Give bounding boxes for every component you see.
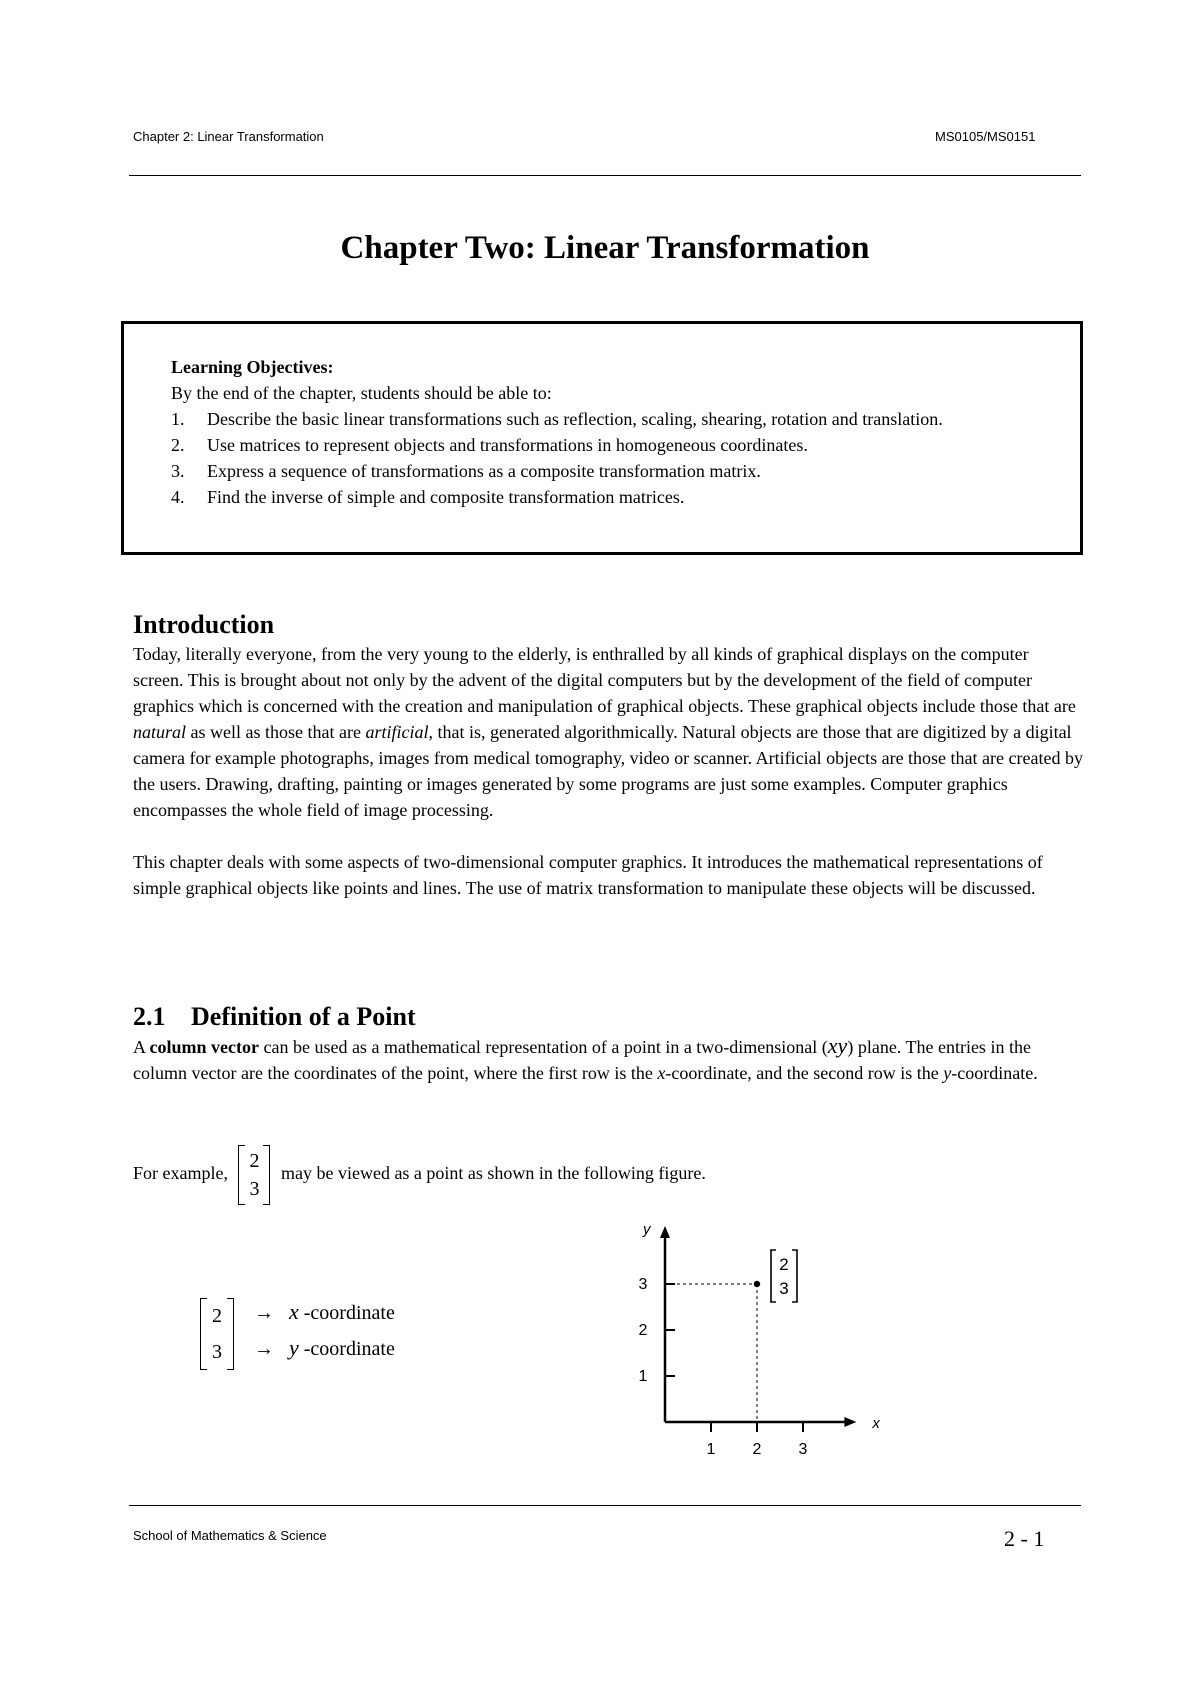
list-item-text: Use matrices to represent objects and transformations in homogeneous coordinates. <box>207 435 808 455</box>
point-plot <box>620 1221 880 1462</box>
vector-entry: 3 <box>249 1178 260 1200</box>
list-item-number: 1. <box>171 409 185 429</box>
list-item <box>171 432 1051 458</box>
objectives-intro: By the end of the chapter, students should be able to: <box>171 383 552 403</box>
example-line <box>133 1145 706 1205</box>
vector-bracket-left <box>771 1250 776 1302</box>
page-number: 2 - 1 <box>1004 1526 1045 1551</box>
x-tick-label: 2 <box>752 1441 762 1458</box>
objectives-heading: Learning Objectives: <box>171 357 334 377</box>
header-course-code: MS0105/MS0151 <box>935 129 1036 144</box>
learning-objectives-box <box>121 321 1083 555</box>
list-item <box>171 484 1051 510</box>
introduction-heading: Introduction <box>133 610 275 639</box>
column-vector <box>200 1298 234 1370</box>
footer-school: School of Mathematics & Science <box>133 1528 327 1543</box>
section-2-1-heading: 2.1 Definition of a Point <box>133 1002 416 1031</box>
list-item <box>171 406 1051 432</box>
column-vector <box>238 1145 270 1205</box>
header-chapter: Chapter 2: Linear Transformation <box>133 129 324 144</box>
introduction-section <box>133 609 1083 901</box>
coordinate-legend <box>200 1298 395 1370</box>
vector-bracket-right <box>792 1250 797 1302</box>
footer-rule <box>129 1505 1081 1506</box>
y-tick-label: 2 <box>638 1322 648 1339</box>
list-item-text: Find the inverse of simple and composite transformation matrices. <box>207 487 685 507</box>
point-label-entry: 2 <box>779 1255 789 1274</box>
x-tick-label: 3 <box>798 1441 808 1458</box>
introduction-paragraph-1: Today, literally everyone, from the very young to the elderly, is enthralled by all kinds of graphical displays on the computer screen. This is brought about not only by the advent of the digital computers but by the development of the field of computer graphics which is concerned with the creation and manipulation of graphical objects. These graphical objects include those that are natural as well as those that are artificial, that is, generated algorithmically. Natural objects are those that are digitized by a digital camera for example photographs, images from medical tomography, video or scanner. Artificial objects are those that are created by the users. Drawing, drafting, painting or images generated by some programs are just some examples. Computer graphics encompasses the whole field of image processing. <box>133 644 1083 820</box>
y-axis-arrowhead <box>660 1226 670 1238</box>
list-item-number: 4. <box>171 487 185 507</box>
vector-entry: 2 <box>249 1150 260 1172</box>
data-point <box>754 1281 760 1287</box>
y-tick-label: 1 <box>638 1368 648 1385</box>
objectives-list <box>171 406 1051 510</box>
y-axis-label: y <box>643 1221 651 1238</box>
x-axis-arrowhead <box>844 1417 856 1427</box>
y-coordinate-label: → y -coordinate <box>254 1335 395 1360</box>
list-item <box>171 458 1051 484</box>
introduction-paragraph-2: This chapter deals with some aspects of two-dimensional computer graphics. It introduces the mathematical representations of simple graphical objects like points and lines. The use of matrix transformation to manipulate these objects will be discussed. <box>133 852 1043 898</box>
point-label-entry: 3 <box>779 1279 789 1298</box>
vector-entry: 2 <box>212 1305 222 1327</box>
x-tick-label: 1 <box>706 1441 716 1458</box>
x-coordinate-label: → x -coordinate <box>254 1299 395 1324</box>
header-rule <box>129 175 1081 176</box>
section-2-1-paragraph: A column vector can be used as a mathematical representation of a point in a two-dimensional (xy) plane. The entries in the column vector are the coordinates of the point, where the first row is the x-coordinate, and the second row is the y-coordinate. <box>133 1033 1038 1083</box>
example-prefix: For example, <box>133 1163 228 1184</box>
vector-entry: 3 <box>212 1341 222 1363</box>
x-axis-label: x <box>872 1415 880 1432</box>
list-item-text: Express a sequence of transformations as a composite transformation matrix. <box>207 461 761 481</box>
y-tick-label: 3 <box>638 1276 648 1293</box>
list-item-number: 2. <box>171 435 185 455</box>
page-title: Chapter Two: Linear Transformation <box>340 230 870 266</box>
section-2-1 <box>133 1001 1083 1086</box>
example-suffix: may be viewed as a point as shown in the following figure. <box>280 1163 706 1184</box>
list-item-number: 3. <box>171 461 185 481</box>
list-item-text: Describe the basic linear transformations such as reflection, scaling, shearing, rotation and translation. <box>207 409 943 429</box>
